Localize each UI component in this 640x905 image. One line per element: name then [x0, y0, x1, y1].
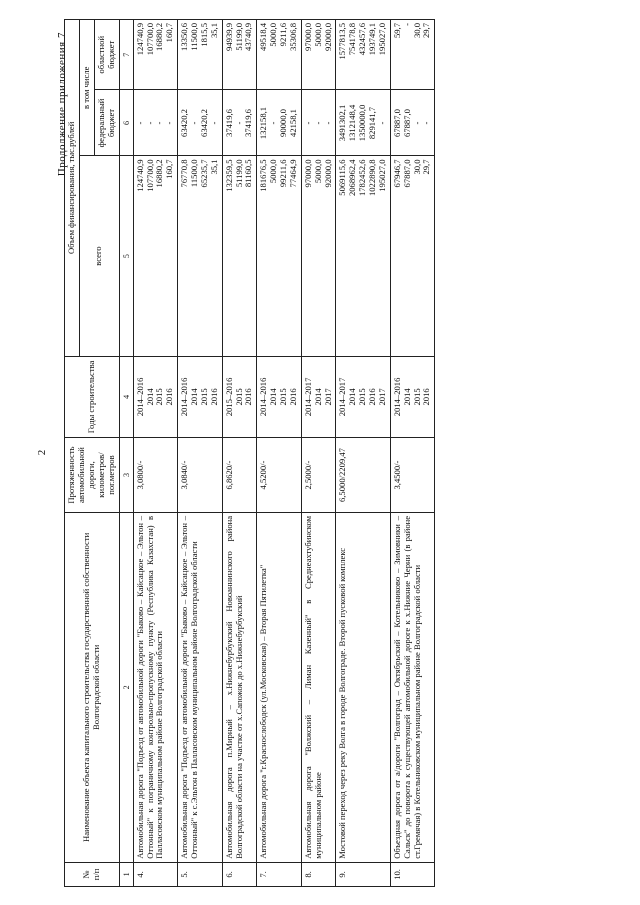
- regional-cell-line: 92000,0: [322, 23, 333, 51]
- years-cell-line: 2016: [164, 388, 175, 406]
- total-cell-line: 76770,8: [179, 159, 190, 188]
- total-cell-line: 195027,0: [376, 159, 387, 192]
- row-number: 6.: [222, 862, 257, 886]
- regional-cell-line: 9211,6: [278, 23, 289, 47]
- total-cell: [390, 156, 435, 356]
- years-cell-line: 2014: [189, 388, 200, 406]
- federal-cell-line: -: [154, 121, 165, 125]
- years-cell-line: 2016: [367, 388, 378, 406]
- row-number: 10.: [390, 862, 435, 886]
- header-years: Годы строительства: [65, 356, 120, 437]
- total-cell-line: 97000,0: [302, 159, 313, 188]
- federal-cell-line: 1350000,0: [357, 104, 368, 142]
- federal-cell-line: 3491302,1: [337, 104, 348, 142]
- years-cell-line: 2016: [243, 388, 254, 406]
- regional-cell-line: 1577813,5: [337, 23, 348, 60]
- years-cell-line: 2014: [401, 388, 412, 406]
- federal-cell-line: -: [411, 121, 422, 125]
- years-cell: [257, 356, 302, 437]
- regional-cell-line: 35306,8: [287, 23, 298, 51]
- object-name: Мостовой переход через реку Волга в городе Волгограде. Второй пусковой комплекс: [336, 512, 390, 862]
- federal-cell-line: -: [302, 121, 313, 125]
- total-cell-line: 99211,6: [278, 159, 289, 188]
- federal-cell-line: -: [268, 121, 279, 125]
- years-cell: [390, 356, 435, 437]
- total-cell-line: 1782452,6: [357, 159, 368, 197]
- total-cell-line: 11500,0: [189, 159, 200, 188]
- years-cell-line: 2014–2016: [134, 377, 145, 417]
- object-name: Автомобильная дорога "Подъезд от автомобильной дороги "Быково – Кайсацкое – Эльтон – Оттонный" к с.Эльтон в Палласовском муниципальном районе Волгоградской области: [178, 512, 223, 862]
- regional-cell: [336, 20, 390, 91]
- regional-cell-line: 5000,0: [312, 23, 323, 47]
- total-cell-line: 35,1: [208, 159, 219, 175]
- federal-cell-line: 42158,1: [287, 109, 298, 137]
- total-cell-line: 81160,5: [243, 159, 254, 188]
- total-cell-line: 29,7: [421, 159, 432, 175]
- total-cell-line: 65235,7: [198, 159, 209, 188]
- regional-cell-line: 49518,4: [258, 23, 269, 51]
- header-funding: Объем финансирования, тыс.рублей: [65, 20, 80, 357]
- regional-cell-line: 432457,6: [357, 23, 368, 56]
- years-cell: [178, 356, 223, 437]
- road-length: 3,0840/-: [178, 438, 223, 513]
- total-cell-line: 51199,0: [233, 159, 244, 188]
- regional-cell-line: 16880,2: [154, 23, 165, 51]
- total-cell-line: 5000,0: [312, 159, 323, 184]
- federal-cell-line: 37419,6: [223, 109, 234, 137]
- federal-cell-line: -: [189, 121, 200, 125]
- road-length: 3,4500/-: [390, 438, 435, 513]
- years-cell-line: 2014: [312, 388, 323, 406]
- index-cell: 7: [119, 20, 133, 91]
- federal-cell: [257, 90, 302, 156]
- table-row: [257, 20, 302, 887]
- years-cell: [301, 356, 336, 437]
- federal-cell-line: -: [322, 121, 333, 125]
- regional-cell-line: 160,7: [164, 23, 175, 43]
- header-length: Протяженность автомобильной дороги, километров/ пог.метров: [65, 438, 120, 513]
- table-row: [390, 20, 435, 887]
- regional-cell-line: 195027,0: [376, 23, 387, 56]
- federal-cell-line: -: [376, 121, 387, 125]
- years-cell-line: 2014–2016: [258, 377, 269, 417]
- object-name: Автомобильная дорога "Подъезд от автомобильной дороги "Быково – Кайсацкое – Эльтон – Оттонный" к пограничному контрольно-пропускному пункту (Республика Казахстан) в Палласовском муниципальном районе Волгоградской области: [133, 512, 178, 862]
- road-length: 3,0800/-: [133, 438, 178, 513]
- total-cell: [222, 156, 257, 356]
- header-federal: федеральный бюджет: [94, 90, 119, 156]
- total-cell: [336, 156, 390, 356]
- years-cell-line: 2015: [154, 388, 165, 406]
- years-cell: [133, 356, 178, 437]
- table-body: [133, 20, 435, 887]
- index-cell: 3: [119, 438, 133, 513]
- regional-cell-line: 35,1: [208, 23, 219, 39]
- years-cell-line: 2014–2017: [302, 377, 313, 417]
- index-cell: 5: [119, 156, 133, 356]
- total-cell: [133, 156, 178, 356]
- regional-cell-line: 97000,0: [302, 23, 313, 51]
- federal-cell: [133, 90, 178, 156]
- federal-cell-line: 67887,0: [401, 109, 412, 137]
- appendix-caption: Продолжение приложения 7: [56, 32, 68, 177]
- object-name: Автомобильная дорога "г.Краснослободск (ул.Московская) – Вторая Пятилетка": [257, 512, 302, 862]
- federal-cell-line: 1312148,4: [347, 104, 358, 142]
- page-number: 2: [36, 449, 48, 456]
- total-cell: [178, 156, 223, 356]
- federal-cell-line: 829141,7: [367, 106, 378, 140]
- years-cell-line: 2015: [278, 388, 289, 406]
- regional-cell-line: 59,7: [391, 23, 402, 39]
- table-row: [133, 20, 178, 887]
- federal-cell-line: 67887,0: [391, 109, 402, 137]
- federal-cell-line: -: [144, 121, 155, 125]
- row-number: 5.: [178, 862, 223, 886]
- header-num: № п/п: [65, 862, 120, 886]
- index-cell: 2: [119, 512, 133, 862]
- federal-cell: [390, 90, 435, 156]
- federal-cell-line: -: [208, 121, 219, 125]
- federal-cell-line: 37419,6: [243, 109, 254, 137]
- total-cell-line: 16880,2: [154, 159, 165, 188]
- total-cell-line: 92000,0: [322, 159, 333, 188]
- years-cell-line: 2015–2016: [223, 377, 234, 417]
- table-row: [301, 20, 336, 887]
- total-cell-line: 132359,5: [223, 159, 234, 192]
- years-cell-line: 2017: [376, 388, 387, 406]
- federal-cell-line: 63420,2: [179, 109, 190, 137]
- road-length: 6,8620/-: [222, 438, 257, 513]
- total-cell-line: 107700,0: [144, 159, 155, 192]
- years-cell-line: 2014: [347, 388, 358, 406]
- index-cell: 6: [119, 90, 133, 156]
- years-cell-line: 2014–2016: [391, 377, 402, 417]
- total-cell-line: 1022890,8: [367, 159, 378, 197]
- years-cell: [222, 356, 257, 437]
- total-cell-line: 67946,7: [391, 159, 402, 188]
- federal-cell: [222, 90, 257, 156]
- years-cell-line: 2015: [198, 388, 209, 406]
- regional-cell-line: 11500,0: [189, 23, 200, 51]
- total-cell-line: 5000,0: [268, 159, 279, 184]
- regional-cell: [178, 20, 223, 91]
- regional-cell-line: 30,0: [411, 23, 422, 39]
- total-cell-line: 77464,9: [287, 159, 298, 188]
- regional-cell-line: 5000,0: [268, 23, 279, 47]
- index-cell: 4: [119, 356, 133, 437]
- road-length: 2,5000/-: [301, 438, 336, 513]
- federal-cell-line: -: [421, 121, 432, 125]
- regional-cell-line: 43740,9: [243, 23, 254, 51]
- total-cell: [301, 156, 336, 356]
- years-cell-line: 2015: [357, 388, 368, 406]
- row-number: 9.: [336, 862, 390, 886]
- object-name: Автомобильная дорога п.Мирный – х.Нижнебурбукский Новоаннинского района Волгоградской области на участке от х.Сапожок до х.Нижнебурбукский: [222, 512, 257, 862]
- object-name: Автомобильная дорога "Волжский – Лиман Казенный" в Среднеахтубинском муниципальном районе: [301, 512, 336, 862]
- regional-cell: [301, 20, 336, 91]
- regional-cell-line: 107700,0: [144, 23, 155, 56]
- regional-cell-line: 29,7: [421, 23, 432, 39]
- federal-cell-line: -: [233, 121, 244, 125]
- years-cell-line: 2014: [268, 388, 279, 406]
- regional-cell-line: 124740,9: [134, 23, 145, 56]
- regional-cell-line: 51199,0: [233, 23, 244, 51]
- road-length: 4,5200/-: [257, 438, 302, 513]
- regional-cell-line: 1815,5: [198, 23, 209, 47]
- object-name: Объездная дорога от а/дороги "Волгоград – Октябрьский – Котельниково – Зимовники – Сальск" до поворота к существующей автомобильной дороге к х.Нижние Черни (в районе ст.Гремячая) в Котельниковском муниципальном районе Волгоградской области: [390, 512, 435, 862]
- regional-cell-line: 94939,9: [223, 23, 234, 51]
- row-number: 8.: [301, 862, 336, 886]
- years-cell-line: 2017: [322, 388, 333, 406]
- total-cell-line: 181676,5: [258, 159, 269, 192]
- total-cell-line: 160,7: [164, 159, 175, 179]
- regional-cell-line: -: [401, 23, 412, 26]
- years-cell-line: 2016: [421, 388, 432, 406]
- regional-cell-line: 193749,1: [367, 23, 378, 56]
- years-cell-line: 2016: [287, 388, 298, 406]
- total-cell-line: 67887,0: [401, 159, 412, 188]
- index-row: [119, 20, 133, 887]
- years-cell-line: 2014–2017: [337, 377, 348, 417]
- federal-cell-line: 132158,1: [258, 106, 269, 140]
- table-row: [222, 20, 257, 887]
- row-number: 4.: [133, 862, 178, 886]
- header-total: всего: [79, 156, 119, 356]
- total-cell-line: 124740,9: [134, 159, 145, 192]
- total-cell-line: 5069115,6: [337, 159, 348, 196]
- row-number: 7.: [257, 862, 302, 886]
- header-incl: в том числе: [79, 20, 94, 157]
- road-length: 6,5000/2209,47: [336, 438, 390, 513]
- federal-cell-line: -: [312, 121, 323, 125]
- header-regional: областной бюджет: [94, 20, 119, 91]
- federal-cell-line: -: [134, 121, 145, 125]
- years-cell-line: 2014–2016: [179, 377, 190, 417]
- federal-cell: [301, 90, 336, 156]
- years-cell: [336, 356, 390, 437]
- table-row: [178, 20, 223, 887]
- header-name: Наименование объекта капитального строительства государственной собственности Волгоградской области: [65, 512, 120, 862]
- regional-cell: [133, 20, 178, 91]
- index-cell: 1: [119, 862, 133, 886]
- federal-cell-line: 63420,2: [198, 109, 209, 137]
- regional-cell-line: 13350,6: [179, 23, 190, 51]
- federal-cell: [336, 90, 390, 156]
- regional-cell-line: 754178,8: [347, 23, 358, 56]
- total-cell-line: 30,0: [411, 159, 422, 175]
- years-cell-line: 2016: [208, 388, 219, 406]
- total-cell: [257, 156, 302, 356]
- years-cell-line: 2014: [144, 388, 155, 406]
- construction-table: [64, 19, 435, 887]
- years-cell-line: 2015: [233, 388, 244, 406]
- years-cell-line: 2015: [411, 388, 422, 406]
- federal-cell-line: -: [164, 121, 175, 125]
- federal-cell-line: 90000,0: [278, 109, 289, 137]
- regional-cell: [257, 20, 302, 91]
- federal-cell: [178, 90, 223, 156]
- total-cell-line: 2068962,4: [347, 159, 358, 197]
- regional-cell: [222, 20, 257, 91]
- table-row: [336, 20, 390, 887]
- regional-cell: [390, 20, 435, 91]
